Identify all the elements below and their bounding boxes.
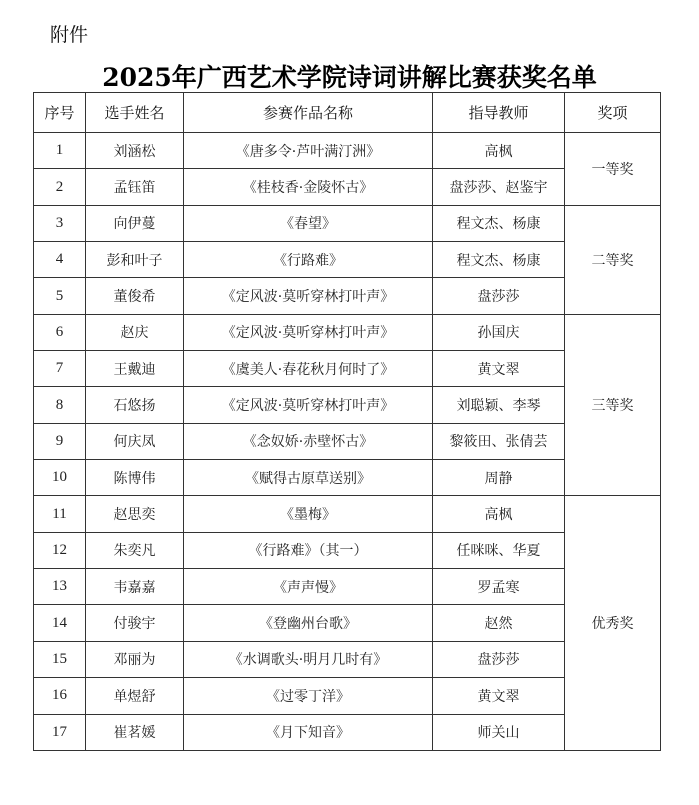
- document-title: 2025年广西艺术学院诗词讲解比赛获奖名单: [102, 63, 597, 92]
- cell-work: 《念奴娇·赤壁怀古》: [184, 423, 433, 459]
- cell-number: 10: [34, 460, 86, 496]
- cell-teacher: 黄文翠: [433, 678, 565, 714]
- cell-number: 7: [34, 351, 86, 387]
- cell-name: 刘涵松: [86, 133, 184, 169]
- header-award: 奖项: [565, 93, 661, 133]
- cell-work: 《月下知音》: [184, 714, 433, 750]
- cell-teacher: 黎筱田、张倩芸: [433, 423, 565, 459]
- cell-number: 9: [34, 423, 86, 459]
- cell-number: 5: [34, 278, 86, 314]
- cell-work: 《墨梅》: [184, 496, 433, 532]
- cell-work: 《行路难》（其一）: [184, 532, 433, 568]
- cell-name: 董俊希: [86, 278, 184, 314]
- cell-name: 何庆凤: [86, 423, 184, 459]
- cell-teacher: 周静: [433, 460, 565, 496]
- cell-work: 《定风波·莫听穿林打叶声》: [184, 278, 433, 314]
- header-instructor: 指导教师: [433, 93, 565, 133]
- cell-number: 6: [34, 314, 86, 350]
- header-contestant-name: 选手姓名: [86, 93, 184, 133]
- cell-work: 《水调歌头·明月几时有》: [184, 641, 433, 677]
- cell-name: 向伊蔓: [86, 205, 184, 241]
- cell-teacher: 罗孟寒: [433, 569, 565, 605]
- cell-teacher: 孙国庆: [433, 314, 565, 350]
- cell-teacher: 盘莎莎: [433, 278, 565, 314]
- cell-name: 崔茗媛: [86, 714, 184, 750]
- cell-work: 《赋得古原草送别》: [184, 460, 433, 496]
- cell-name: 王戴迪: [86, 351, 184, 387]
- table-row: [34, 314, 661, 350]
- attachment-label: 附件: [50, 24, 89, 46]
- cell-name: 韦嘉嘉: [86, 569, 184, 605]
- cell-number: 13: [34, 569, 86, 605]
- cell-number: 3: [34, 205, 86, 241]
- cell-name: 赵庆: [86, 314, 184, 350]
- cell-number: 11: [34, 496, 86, 532]
- cell-name: 赵思奕: [86, 496, 184, 532]
- header-work-title: 参赛作品名称: [184, 93, 433, 133]
- cell-number: 8: [34, 387, 86, 423]
- cell-number: 12: [34, 532, 86, 568]
- cell-name: 朱奕凡: [86, 532, 184, 568]
- cell-teacher: 盘莎莎、赵鉴宇: [433, 169, 565, 205]
- cell-name: 邓丽为: [86, 641, 184, 677]
- cell-award-first: 一等奖: [565, 133, 661, 206]
- cell-number: 4: [34, 242, 86, 278]
- cell-number: 15: [34, 641, 86, 677]
- cell-work: 《唐多令·芦叶满汀洲》: [184, 133, 433, 169]
- cell-name: 单煜舒: [86, 678, 184, 714]
- table-row: [34, 205, 661, 241]
- cell-teacher: 师关山: [433, 714, 565, 750]
- cell-work: 《登幽州台歌》: [184, 605, 433, 641]
- cell-work: 《桂枝香·金陵怀古》: [184, 169, 433, 205]
- cell-work: 《声声慢》: [184, 569, 433, 605]
- cell-number: 1: [34, 133, 86, 169]
- cell-teacher: 程文杰、杨康: [433, 242, 565, 278]
- cell-teacher: 高枫: [433, 496, 565, 532]
- award-table: [33, 92, 661, 751]
- cell-work: 《定风波·莫听穿林打叶声》: [184, 314, 433, 350]
- cell-award-third: 三等奖: [565, 314, 661, 496]
- table-header-row: [34, 93, 661, 133]
- table-row: [34, 496, 661, 532]
- cell-name: 石悠扬: [86, 387, 184, 423]
- cell-teacher: 程文杰、杨康: [433, 205, 565, 241]
- cell-teacher: 高枫: [433, 133, 565, 169]
- cell-name: 陈博伟: [86, 460, 184, 496]
- cell-name: 孟钰笛: [86, 169, 184, 205]
- cell-number: 14: [34, 605, 86, 641]
- cell-teacher: 赵然: [433, 605, 565, 641]
- cell-number: 17: [34, 714, 86, 750]
- table-row: [34, 133, 661, 169]
- cell-work: 《虞美人·春花秋月何时了》: [184, 351, 433, 387]
- cell-award-second: 二等奖: [565, 205, 661, 314]
- cell-teacher: 任咪咪、华夏: [433, 532, 565, 568]
- cell-work: 《定风波·莫听穿林打叶声》: [184, 387, 433, 423]
- cell-number: 16: [34, 678, 86, 714]
- cell-teacher: 黄文翠: [433, 351, 565, 387]
- cell-name: 彭和叶子: [86, 242, 184, 278]
- cell-number: 2: [34, 169, 86, 205]
- cell-award-excellence: 优秀奖: [565, 496, 661, 750]
- cell-teacher: 盘莎莎: [433, 641, 565, 677]
- cell-work: 《春望》: [184, 205, 433, 241]
- cell-name: 付骏宇: [86, 605, 184, 641]
- cell-teacher: 刘聪颖、李琴: [433, 387, 565, 423]
- cell-work: 《过零丁洋》: [184, 678, 433, 714]
- header-number: 序号: [34, 93, 86, 133]
- cell-work: 《行路难》: [184, 242, 433, 278]
